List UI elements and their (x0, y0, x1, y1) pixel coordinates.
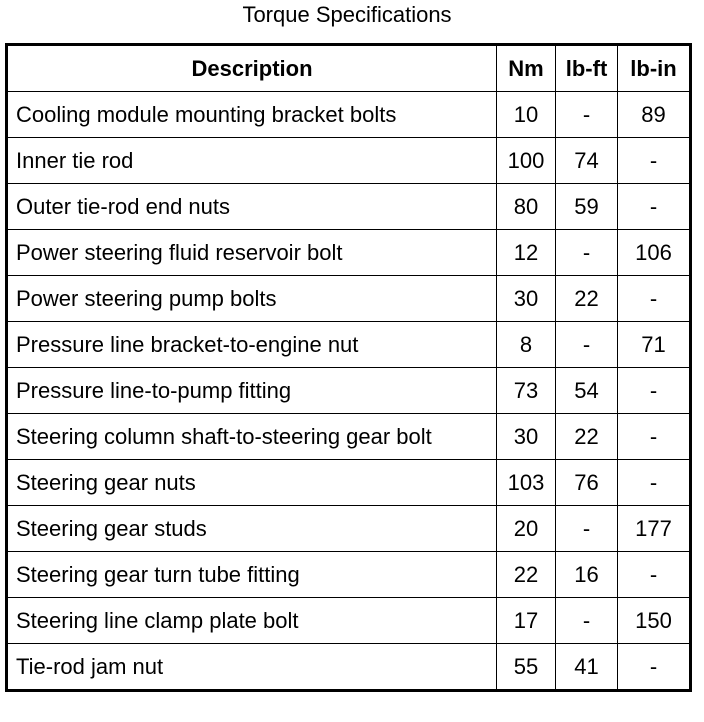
table-row (7, 460, 691, 506)
header-description: Description (7, 45, 497, 92)
table-body (7, 92, 691, 691)
cell-lb-ft: 22 (556, 276, 618, 322)
table-row (7, 322, 691, 368)
table-row (7, 184, 691, 230)
table-row (7, 644, 691, 691)
cell-lb-ft: - (556, 230, 618, 276)
cell-description: Steering column shaft-to-steering gear bolt (7, 414, 497, 460)
table-title: Torque Specifications (242, 2, 452, 27)
header-lb-ft: lb-ft (556, 45, 618, 92)
table-row (7, 138, 691, 184)
cell-description: Steering line clamp plate bolt (7, 598, 497, 644)
table-row (7, 506, 691, 552)
cell-nm: 22 (497, 552, 556, 598)
table-row (7, 368, 691, 414)
cell-lb-in: 150 (618, 598, 691, 644)
cell-lb-in: 71 (618, 322, 691, 368)
cell-nm: 20 (497, 506, 556, 552)
table-row (7, 92, 691, 138)
cell-nm: 30 (497, 276, 556, 322)
cell-lb-ft: - (556, 322, 618, 368)
cell-nm: 80 (497, 184, 556, 230)
cell-lb-ft: 54 (556, 368, 618, 414)
cell-lb-in: - (618, 368, 691, 414)
cell-nm: 10 (497, 92, 556, 138)
header-nm: Nm (497, 45, 556, 92)
cell-lb-in: - (618, 276, 691, 322)
cell-description: Cooling module mounting bracket bolts (7, 92, 497, 138)
cell-lb-in: - (618, 552, 691, 598)
cell-nm: 55 (497, 644, 556, 691)
cell-lb-ft: 22 (556, 414, 618, 460)
torque-spec-table (5, 43, 692, 692)
header-lb-in: lb-in (618, 45, 691, 92)
table-header (7, 45, 691, 92)
cell-description: Power steering fluid reservoir bolt (7, 230, 497, 276)
cell-lb-ft: - (556, 598, 618, 644)
cell-description: Inner tie rod (7, 138, 497, 184)
table-row (7, 552, 691, 598)
header-row (7, 45, 691, 92)
table-row (7, 276, 691, 322)
cell-nm: 73 (497, 368, 556, 414)
cell-lb-in: - (618, 644, 691, 691)
cell-lb-in: - (618, 184, 691, 230)
cell-lb-in: - (618, 414, 691, 460)
cell-lb-in: 89 (618, 92, 691, 138)
table-row (7, 230, 691, 276)
table-row (7, 414, 691, 460)
cell-nm: 17 (497, 598, 556, 644)
cell-lb-ft: 76 (556, 460, 618, 506)
cell-nm: 8 (497, 322, 556, 368)
cell-lb-in: 177 (618, 506, 691, 552)
cell-lb-ft: - (556, 92, 618, 138)
cell-description: Steering gear nuts (7, 460, 497, 506)
cell-description: Steering gear studs (7, 506, 497, 552)
cell-lb-ft: 74 (556, 138, 618, 184)
table-row (7, 598, 691, 644)
cell-description: Power steering pump bolts (7, 276, 497, 322)
cell-lb-ft: - (556, 506, 618, 552)
cell-description: Steering gear turn tube fitting (7, 552, 497, 598)
cell-nm: 30 (497, 414, 556, 460)
cell-lb-ft: 41 (556, 644, 618, 691)
cell-lb-ft: 59 (556, 184, 618, 230)
cell-lb-in: - (618, 460, 691, 506)
cell-lb-ft: 16 (556, 552, 618, 598)
cell-lb-in: 106 (618, 230, 691, 276)
cell-nm: 100 (497, 138, 556, 184)
cell-description: Tie-rod jam nut (7, 644, 497, 691)
cell-description: Pressure line bracket-to-engine nut (7, 322, 497, 368)
cell-description: Pressure line-to-pump fitting (7, 368, 497, 414)
cell-lb-in: - (618, 138, 691, 184)
cell-nm: 12 (497, 230, 556, 276)
cell-nm: 103 (497, 460, 556, 506)
cell-description: Outer tie-rod end nuts (7, 184, 497, 230)
